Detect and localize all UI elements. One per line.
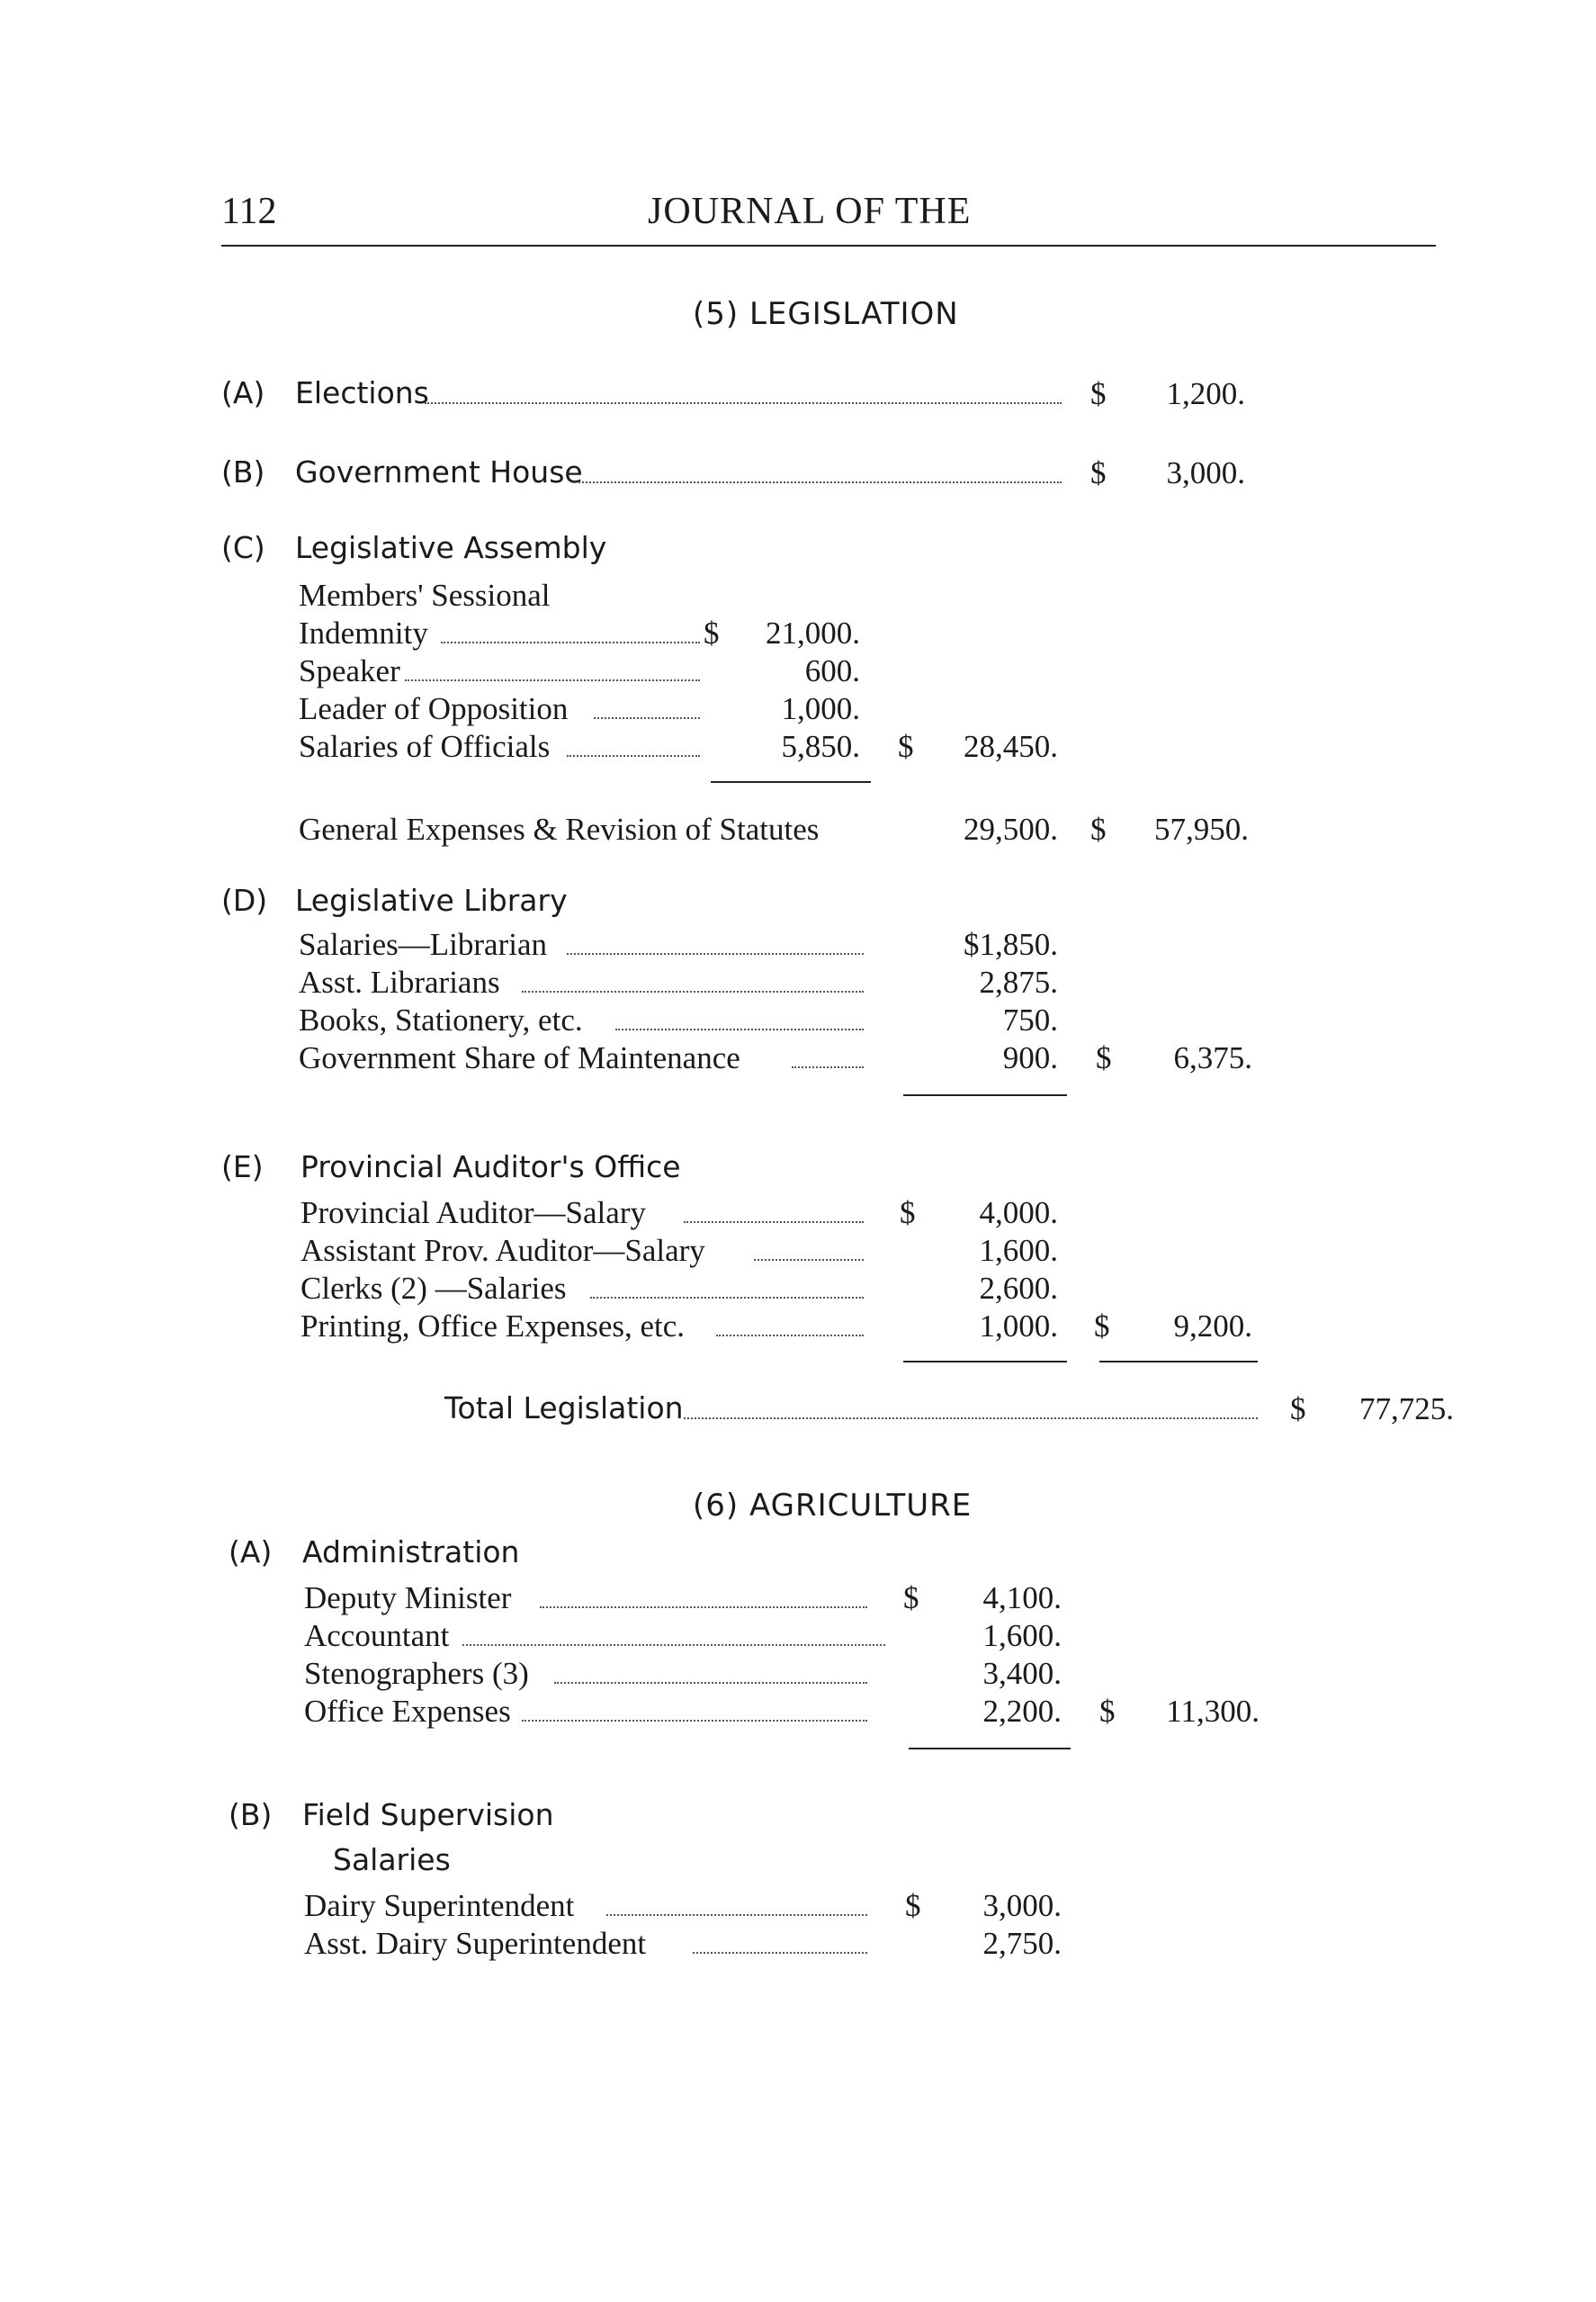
legislation-a-letter: (A)	[221, 375, 265, 410]
legislation-c-total: 57,950.	[1154, 812, 1249, 847]
leader-dots	[572, 481, 1062, 483]
legislation-d-item-amount: 2,875.	[979, 965, 1058, 1000]
legislation-c-item-amount: 5,850.	[781, 729, 860, 764]
legislation-e-item-label: Assistant Prov. Auditor—Salary	[300, 1233, 705, 1268]
header-rule	[221, 245, 1436, 247]
section-heading-agriculture: (6) AGRICULTURE	[693, 1488, 973, 1524]
legislation-d-letter: (D)	[221, 883, 268, 918]
agriculture-b-item-label: Asst. Dairy Superintendent	[304, 1926, 647, 1961]
legislation-e-item-label: Provincial Auditor—Salary	[300, 1195, 646, 1230]
legislation-c-item-label: Speaker	[299, 653, 400, 688]
agriculture-a-item-amount: 2,200.	[982, 1694, 1062, 1729]
legislation-grand-total: 77,725.	[1359, 1391, 1454, 1426]
leader-dots	[405, 679, 700, 681]
agriculture-a-item-dollar: $	[903, 1580, 919, 1615]
leader-dots	[792, 1066, 864, 1068]
legislation-c-item-label: Indemnity	[299, 616, 428, 651]
running-head: JOURNAL OF THE	[648, 191, 972, 232]
agriculture-a-item-amount: 3,400.	[982, 1656, 1062, 1691]
leader-dots	[522, 1720, 867, 1722]
legislation-e-label: Provincial Auditor's Office	[300, 1149, 681, 1184]
agriculture-a-label: Administration	[302, 1534, 520, 1569]
legislation-a-dollar: $	[1090, 376, 1107, 411]
leader-dots	[615, 1029, 864, 1030]
leader-dots	[441, 642, 700, 643]
legislation-b-total: 3,000.	[1166, 455, 1245, 490]
legislation-c-item-amount: 600.	[804, 653, 860, 688]
agriculture-a-item-amount: 4,100.	[982, 1580, 1062, 1615]
leader-dots	[462, 1644, 885, 1646]
legislation-d-item-label: Salaries—Librarian	[299, 927, 548, 962]
leader-dots	[594, 717, 700, 719]
agriculture-a-item-label: Accountant	[304, 1618, 450, 1653]
legislation-e-item-amount: 2,600.	[979, 1271, 1058, 1306]
leader-dots	[425, 402, 1062, 404]
agriculture-b-label: Field Supervision	[302, 1797, 554, 1832]
legislation-a-total: 1,200.	[1166, 376, 1245, 411]
legislation-a-label: Elections	[295, 375, 429, 410]
leader-dots	[590, 1297, 864, 1299]
legislation-c-subtotal: 28,450.	[964, 729, 1058, 764]
agriculture-a-item-amount: 1,600.	[982, 1618, 1062, 1653]
leader-dots	[693, 1952, 867, 1954]
legislation-e-item-dollar: $	[900, 1195, 916, 1230]
legislation-d-item-label: Government Share of Maintenance	[299, 1040, 740, 1075]
legislation-d-dollar: $	[1096, 1040, 1112, 1075]
agriculture-a-dollar: $	[1099, 1694, 1116, 1729]
legislation-e-total: 9,200.	[1173, 1308, 1252, 1344]
legislation-c-item-amount: 21,000.	[766, 616, 860, 651]
legislation-d-item-label: Books, Stationery, etc.	[299, 1003, 583, 1038]
legislation-d-label: Legislative Library	[295, 883, 568, 918]
leader-dots	[567, 953, 864, 955]
legislation-grand-dollar: $	[1290, 1391, 1306, 1426]
legislation-c-item-label: Leader of Opposition	[299, 691, 569, 726]
leader-dots	[716, 1335, 864, 1336]
legislation-c-dollar: $	[1090, 812, 1107, 847]
legislation-e-item-amount: 1,600.	[979, 1233, 1058, 1268]
leader-dots	[540, 1606, 867, 1608]
agriculture-a-item-label: Office Expenses	[304, 1694, 511, 1729]
sum-rule	[711, 781, 871, 783]
legislation-c-line1: Members' Sessional	[299, 578, 551, 613]
legislation-e-dollar: $	[1094, 1308, 1110, 1344]
agriculture-b-letter: (B)	[229, 1797, 273, 1832]
legislation-d-item-amount: 900.	[1002, 1040, 1058, 1075]
legislation-d-item-label: Asst. Librarians	[299, 965, 500, 1000]
agriculture-a-total: 11,300.	[1166, 1694, 1260, 1729]
legislation-c-item-amount: 1,000.	[781, 691, 860, 726]
sum-rule	[1099, 1361, 1258, 1362]
agriculture-a-letter: (A)	[229, 1534, 273, 1569]
legislation-c-general-amount: 29,500.	[964, 812, 1058, 847]
legislation-c-item-label: Salaries of Officials	[299, 729, 551, 764]
leader-dots	[684, 1417, 1258, 1419]
leader-dots	[684, 1221, 864, 1223]
legislation-d-total: 6,375.	[1173, 1040, 1252, 1075]
agriculture-b-item-dollar: $	[905, 1888, 921, 1923]
legislation-b-letter: (B)	[221, 454, 265, 490]
legislation-e-item-label: Printing, Office Expenses, etc.	[300, 1308, 686, 1344]
legislation-c-item-dollar: $	[704, 616, 720, 651]
legislation-e-item-label: Clerks (2) —Salaries	[300, 1271, 567, 1306]
agriculture-b-item-amount: 2,750.	[982, 1926, 1062, 1961]
legislation-e-item-amount: 4,000.	[979, 1195, 1058, 1230]
leader-dots	[522, 991, 864, 993]
leader-dots	[567, 755, 700, 757]
legislation-c-label: Legislative Assembly	[295, 530, 607, 565]
legislation-c-general-label: General Expenses & Revision of Statutes	[299, 812, 820, 847]
legislation-d-item-amount: $1,850.	[964, 927, 1058, 962]
legislation-c-letter: (C)	[221, 530, 265, 565]
sum-rule	[909, 1748, 1071, 1749]
agriculture-a-item-label: Deputy Minister	[304, 1580, 512, 1615]
sum-rule	[903, 1094, 1067, 1096]
agriculture-b-item-label: Dairy Superintendent	[304, 1888, 575, 1923]
agriculture-b-sublabel: Salaries	[333, 1842, 451, 1877]
section-heading-legislation: (5) LEGISLATION	[693, 296, 959, 332]
legislation-b-dollar: $	[1090, 455, 1107, 490]
legislation-d-item-amount: 750.	[1002, 1003, 1058, 1038]
leader-dots	[754, 1259, 864, 1261]
legislation-grand-label: Total Legislation	[444, 1390, 684, 1425]
leader-dots	[606, 1914, 867, 1916]
agriculture-b-item-amount: 3,000.	[982, 1888, 1062, 1923]
legislation-b-label: Government House	[295, 454, 583, 490]
page-number: 112	[221, 191, 277, 232]
legislation-e-letter: (E)	[221, 1149, 264, 1184]
leader-dots	[554, 1682, 867, 1684]
agriculture-a-item-label: Stenographers (3)	[304, 1656, 529, 1691]
sum-rule	[903, 1361, 1067, 1362]
legislation-c-sub-dollar: $	[898, 729, 914, 764]
legislation-e-item-amount: 1,000.	[979, 1308, 1058, 1344]
